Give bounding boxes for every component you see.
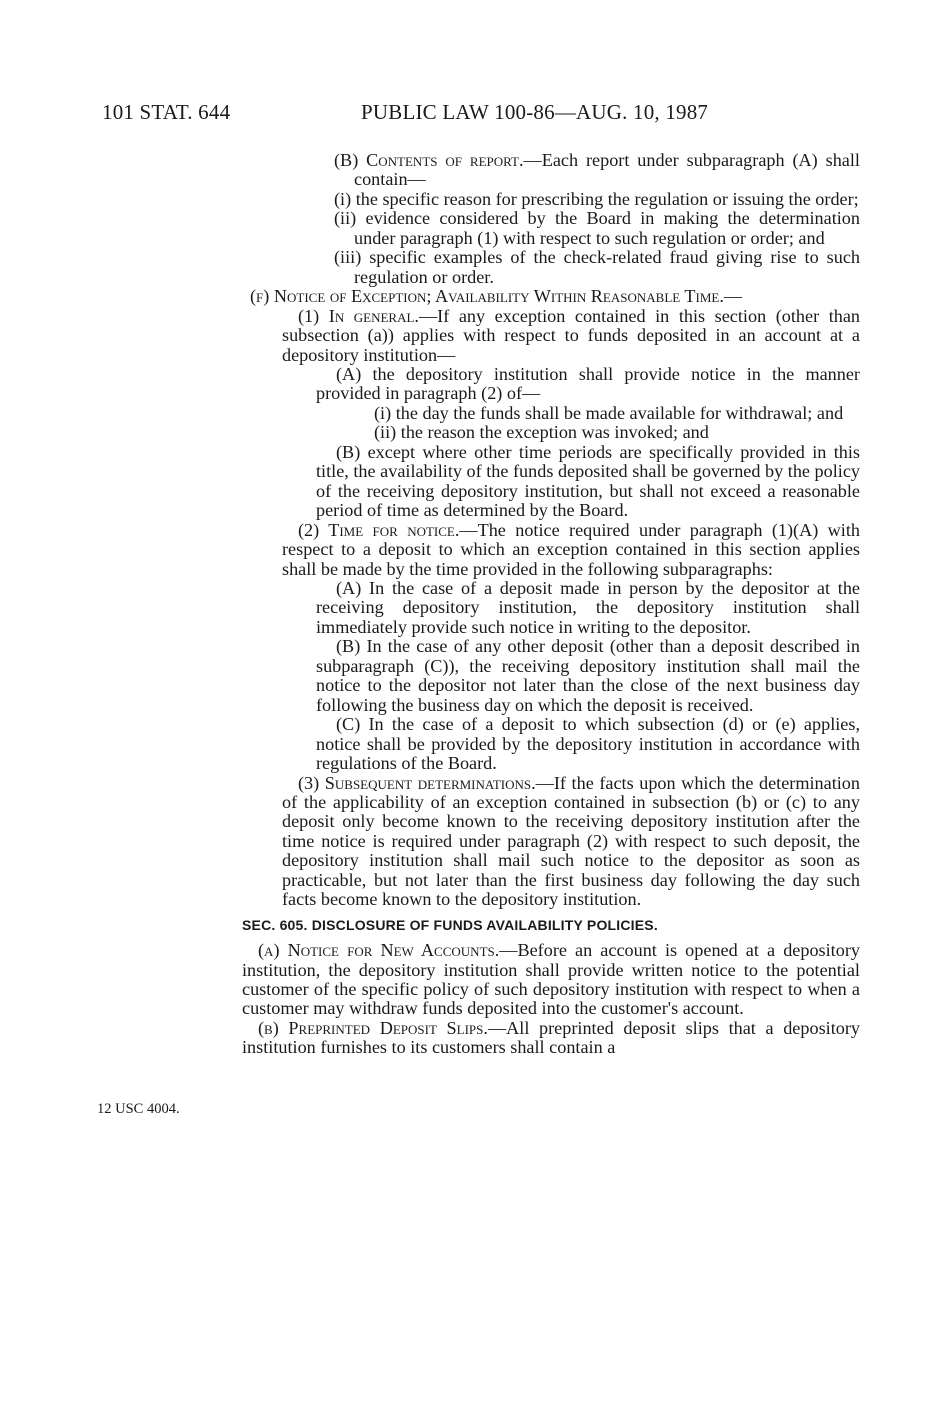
subparagraph-f2-c: (C) In the case of a deposit to which subsection (d) or (e) applies, notice shall be provided by the depository institution in accordance with regulations of the Board. — [316, 714, 860, 774]
usc-margin-citation: 12 USC 4004. — [97, 1101, 180, 1117]
subheading-time-for-notice: (2) Time for notice. — [298, 519, 460, 540]
subsection-a: (a) Notice for New Accounts.—Before an account is opened at a depository institution, the depository institution shall provide written notice to the potential customer of the specific policy of such depository institution with respect to when a customer may withdraw funds deposited into the customer's account. — [242, 940, 860, 1019]
subsection-b: (b) Preprinted Deposit Slips.—All preprinted deposit slips that a depository institution furnishes to its customers shall contain a — [242, 1017, 860, 1058]
paragraph-f2: (2) Time for notice.—The notice required under paragraph (1)(A) with respect to a deposit to which an exception contained in this section applies shall be made by the time provided in the following subparagraphs: — [282, 519, 860, 579]
running-title: PUBLIC LAW 100-86—AUG. 10, 1987 — [361, 100, 709, 124]
subparagraph-f2-b: (B) In the case of any other deposit (other than a deposit described in subparagraph (C)), the receiving depository institution shall mail the notice to the depositor not later than the close of the next business day following the business day on which the deposit is received. — [316, 636, 860, 715]
clause-f1-a-i: (i) the day the funds shall be made available for withdrawal; and — [374, 402, 844, 423]
subparagraph-f1-b: (B) except where other time periods are specifically provided in this title, the availability of the funds deposited shall be governed by the policy of the receiving depository institution, but shall not exceed a reasonable period of time as determined by the Board. — [316, 441, 860, 521]
subheading-contents-of-report: (B) Contents of report. — [334, 150, 524, 170]
subheading-subsequent-determinations: (3) Subsequent determinations. — [298, 772, 536, 793]
statute-text — [242, 151, 860, 1058]
clause-b-i: (i) the specific reason for prescribing the regulation or issuing the order; — [334, 188, 859, 209]
paragraph-f1: (1) In general.—If any exception contained in this section (other than subsection (a)) applies with respect to funds deposited in an account at a depository institution— — [282, 305, 861, 365]
clause-b-iii: (iii) specific examples of the check-related fraud giving rise to such regulation or order. — [334, 247, 860, 287]
clause-b-ii: (ii) evidence considered by the Board in making the determination under paragraph (1) with respect to such regulation or order; and — [334, 208, 860, 248]
subsection-f-heading: (f) Notice of Exception; Availability Within Reasonable Time.— — [250, 286, 743, 307]
subheading-preprinted-deposit-slips: (b) Preprinted Deposit Slips. — [258, 1017, 488, 1038]
subheading-notice-for-new-accounts: (a) Notice for New Accounts. — [258, 940, 500, 961]
subparagraph-f1-a: (A) the depository institution shall provide notice in the manner provided in paragraph (2) of— — [316, 363, 860, 404]
clause-f1-a-ii: (ii) the reason the exception was invoked; and — [374, 422, 709, 443]
page-reference: 101 STAT. 644 — [102, 100, 231, 124]
subheading-in-general: (1) In general. — [298, 305, 419, 326]
paragraph-f3: (3) Subsequent determinations.—If the facts upon which the determination of the applicability of an exception contained in subsection (b) or (c) to any deposit only become known to the receiving depository institution after the time notice is required under paragraph (2) with respect to such deposit, the depository institution shall mail such notice to the depositor as soon as practicable, but not later than the first business day following the day such facts become known to the depository institution. — [282, 772, 860, 910]
subparagraph-f2-a: (A) In the case of a deposit made in person by the depositor at the receiving depository institution, the depository institution shall immediately provide such notice in writing to the depositor. — [316, 577, 860, 637]
section-605-heading: SEC. 605. DISCLOSURE OF FUNDS AVAILABILITY POLICIES. — [242, 916, 658, 933]
paragraph-b-contents: (B) Contents of report.—Each report under subparagraph (A) shall contain— — [334, 150, 860, 190]
